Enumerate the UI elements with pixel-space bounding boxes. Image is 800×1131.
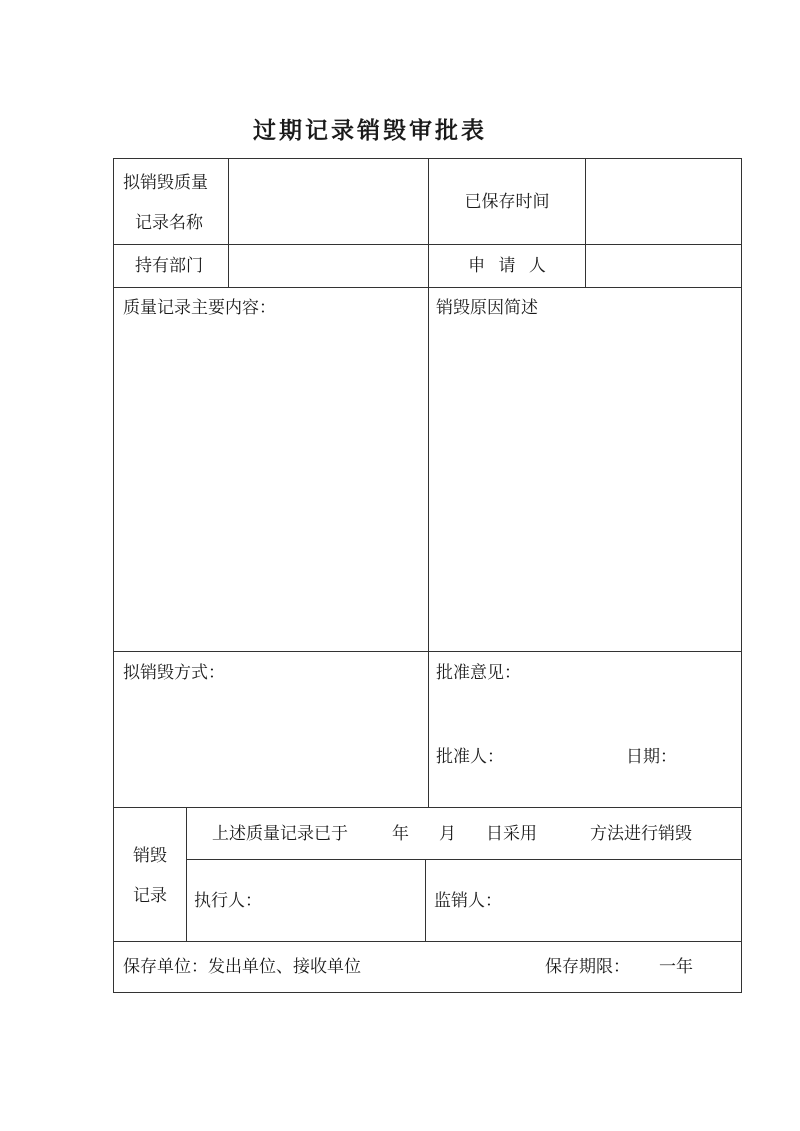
record-name-label-line2: 记录名称 <box>135 213 203 233</box>
saved-time-label: 已保存时间 <box>464 192 550 212</box>
executor-label: 执行人： <box>194 891 262 911</box>
holding-department-label: 持有部门 <box>135 256 203 276</box>
destroy-reason-label: 销毁原因简述 <box>436 298 538 318</box>
col-divider-r12-a <box>228 159 229 287</box>
row-divider-destroy-inner <box>186 859 741 860</box>
col-divider-destroy-side <box>186 807 187 941</box>
destroy-month-label: 月 <box>439 824 456 844</box>
record-name-label-line1: 拟销毁质量 <box>123 173 208 193</box>
destroy-record-side-label-line1: 销毁 <box>133 846 167 866</box>
destroy-year-label: 年 <box>392 824 409 844</box>
destroy-record-side-label-line2: 记录 <box>133 886 167 906</box>
row-divider-5 <box>114 941 741 942</box>
holding-department-field[interactable] <box>236 255 420 279</box>
supervisor-label: 监销人： <box>434 891 502 911</box>
record-content-label: 质量记录主要内容： <box>123 298 276 318</box>
approver-label: 批准人： <box>436 747 504 767</box>
retention-label: 保存期限： <box>545 957 630 977</box>
approval-form-table <box>113 158 742 993</box>
applicant-label: 申 请 人 <box>468 256 546 276</box>
col-divider-r34 <box>428 287 429 807</box>
applicant-field[interactable] <box>592 255 732 279</box>
col-divider-destroy-inner <box>425 859 426 941</box>
saved-time-field[interactable] <box>592 191 732 215</box>
row-divider-4 <box>114 807 741 808</box>
destroy-method-label: 拟销毁方式： <box>123 663 225 683</box>
approval-date-label: 日期： <box>626 747 677 767</box>
retention-value: 一年 <box>659 957 693 977</box>
form-title: 过期记录销毁审批表 <box>253 118 487 144</box>
destroy-method-suffix: 方法进行销毁 <box>590 824 692 844</box>
col-divider-r12-c <box>585 159 586 287</box>
storage-unit-text: 保存单位：发出单位、接收单位 <box>123 957 361 977</box>
record-name-field[interactable] <box>236 191 420 215</box>
destroy-statement-prefix: 上述质量记录已于 <box>212 824 348 844</box>
destroy-day-suffix: 日采用 <box>486 824 537 844</box>
approval-opinion-label: 批准意见： <box>436 663 521 683</box>
